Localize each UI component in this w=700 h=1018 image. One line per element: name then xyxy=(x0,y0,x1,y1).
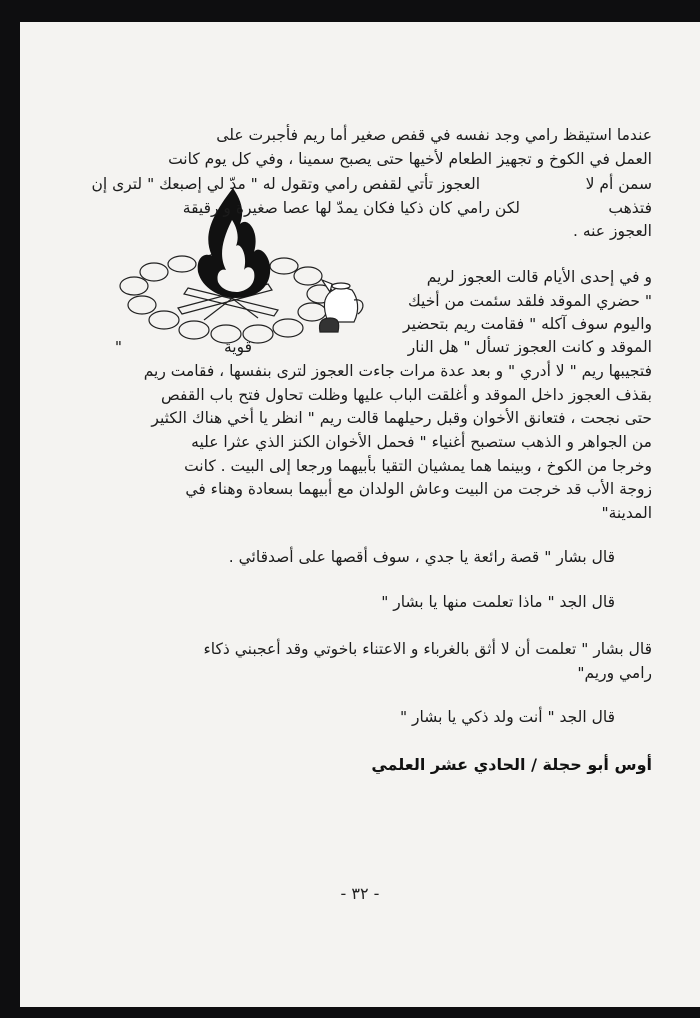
story-line-5: العجوز عنه . xyxy=(572,222,652,240)
story-line-8: واليوم سوف آكله " فقامت ريم بتحضير xyxy=(403,315,652,333)
story-line-3a: العجوز تأتي لقفص رامي وتقول له " مدّ لي إصبعك " لترى إن xyxy=(91,175,480,193)
story-line-2: العمل في الكوخ و تجهيز الطعام لأخيها حتى يصبح سمينا ، وفي كل يوم كانت xyxy=(168,150,652,168)
dialogue-bashar-2a: قال بشار " تعلمت أن لا أثق بالغرباء و الاعتناء باخوتي وقد أعجبني ذكاء xyxy=(203,640,652,658)
story-line-9: الموقد و كانت العجوز تسأل " هل النار xyxy=(407,338,652,356)
story-line-4b: فتذهب xyxy=(608,199,652,217)
story-line-14: وخرجا من الكوخ ، وبينما هما يمشيان التقيا بأبيهما ورجعا إلى البيت . كانت xyxy=(184,457,652,475)
author-signature: أوس أبو حجلة / الحادي عشر العلمي xyxy=(371,755,652,774)
story-line-9-quote: " xyxy=(114,338,122,356)
dialogue-bashar-1: قال بشار " قصة رائعة يا جدي ، سوف أقصها على أصدقائي . xyxy=(228,548,615,566)
page-number: - ٣٢ - xyxy=(340,884,380,903)
story-line-11: بقذف العجوز داخل الموقد و أغلقت الباب عليها وظلت تحاول فتح باب القفص xyxy=(161,386,652,404)
story-line-15: زوجة الأب قد خرجت من البيت وعاش الولدان مع أبيهما بسعادة وهناء في xyxy=(185,480,652,498)
story-line-3b: سمن أم لا xyxy=(585,175,652,193)
dialogue-grandpa-1: قال الجد " ماذا تعلمت منها يا بشار " xyxy=(381,593,615,611)
dialogue-grandpa-2: قال الجد " أنت ولد ذكي يا بشار " xyxy=(399,708,615,726)
story-line-7: " حضري الموقد فلقد سئمت من أخيك xyxy=(407,292,652,310)
story-line-10: فتجيبها ريم " لا أدري " و بعد عدة مرات جاءت العجوز لترى بنفسها ، فقامت ريم xyxy=(143,362,652,380)
story-line-4a: لكن رامي كان ذكيا فكان يمدّ لها عصا صغيرة و رقيقة xyxy=(182,199,520,217)
story-line-16: المدينة" xyxy=(601,504,652,522)
story-line-12: حتى نجحت ، فتعانق الأخوان وقبل رحيلهما قالت ريم " انظر يا أخي هناك الكثير xyxy=(151,409,652,427)
story-line-13: من الجواهر و الذهب ستصبح أغنياء " فحمل الأخوان الكنز الذي عثرا عليه xyxy=(191,433,652,451)
story-line-1: عندما استيقظ رامي وجد نفسه في قفص صغير أما ريم فأجبرت على xyxy=(216,126,652,144)
dialogue-bashar-2b: رامي وريم" xyxy=(577,664,652,682)
story-line-6: و في إحدى الأيام قالت العجوز لريم xyxy=(426,268,652,286)
story-line-9-word: قوية xyxy=(223,338,252,356)
page xyxy=(20,22,700,1007)
